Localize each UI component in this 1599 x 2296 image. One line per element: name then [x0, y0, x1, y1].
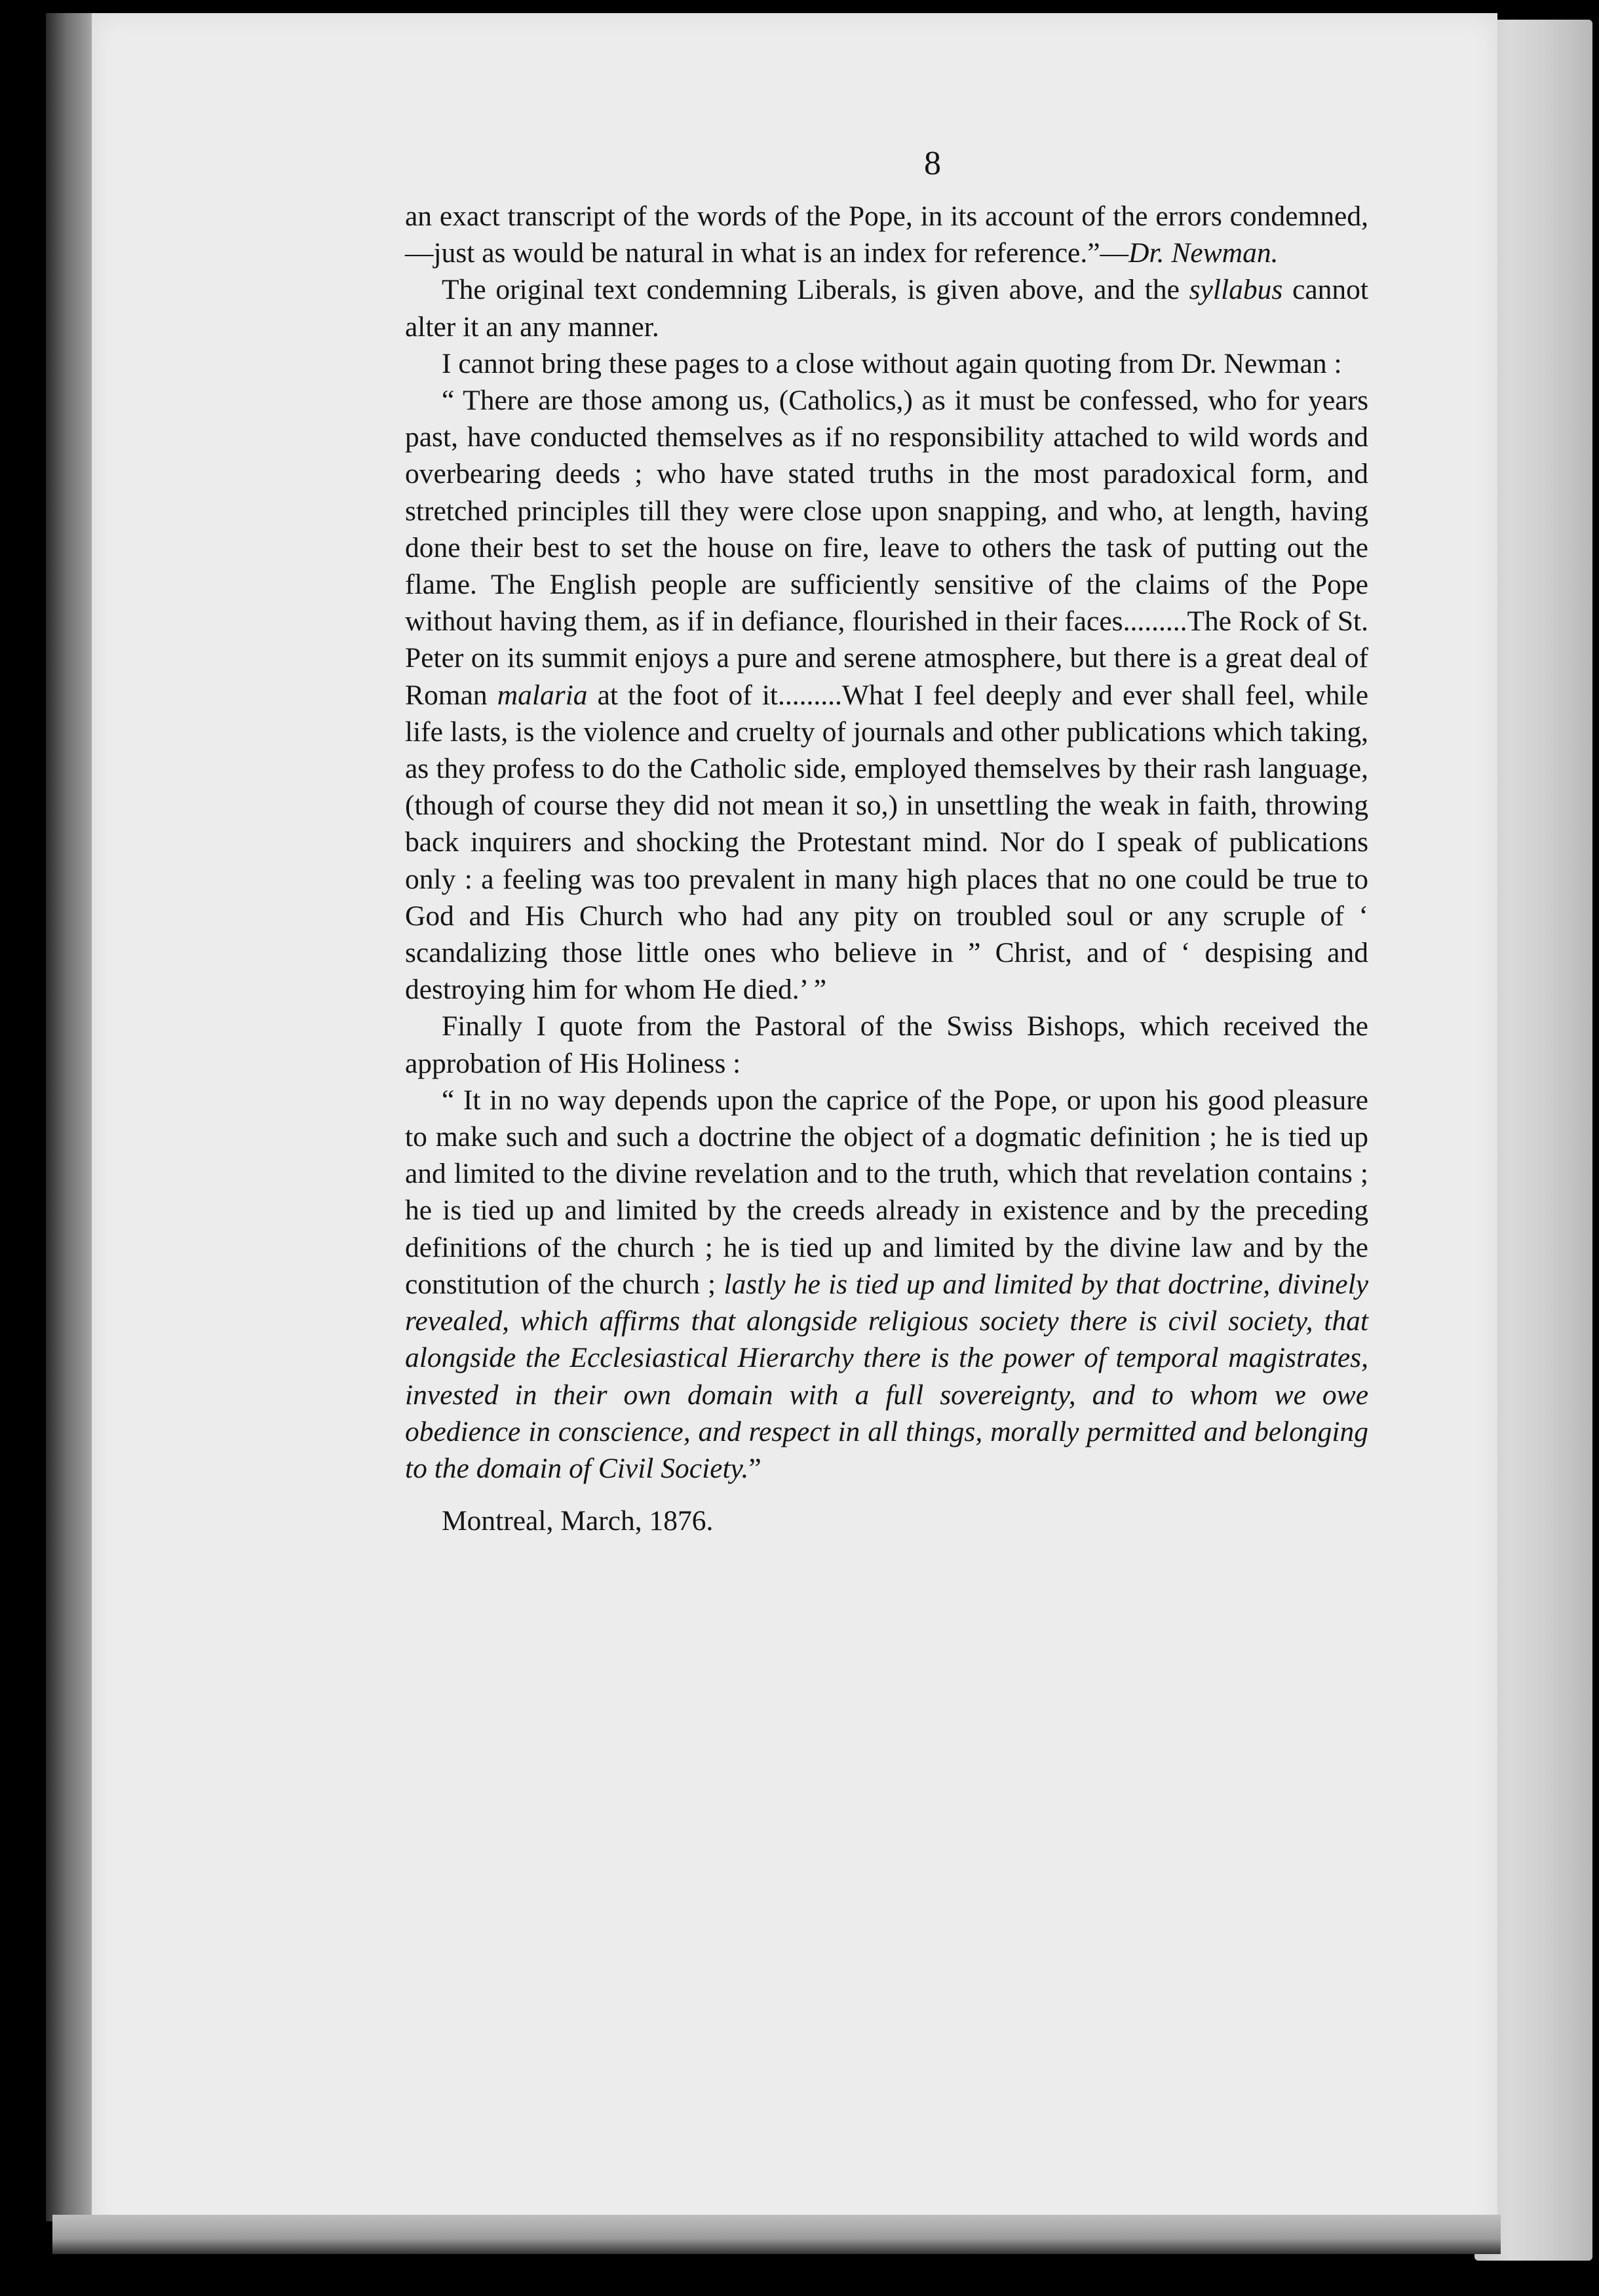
text-run: ” — [748, 1452, 761, 1484]
italic-text-run: malaria — [497, 679, 588, 711]
quote-newman — [405, 382, 1368, 1008]
paragraph-swiss-bishops-intro — [405, 1008, 1368, 1081]
dateline: Montreal, March, 1876. — [442, 1505, 714, 1537]
page-number: 8 — [924, 145, 941, 182]
italic-text-run: Dr. Newman. — [1128, 237, 1279, 269]
text-run: I cannot bring these pages to a close without again quoting from Dr. Newman : — [442, 347, 1342, 379]
text-run: at the foot of it.........What I feel deeply and ever shall feel, while life lasts, is the violence and cruelty of journals and other publications which taking, as they profess to do the Catholic side, employed themselves by their rash language, (though of course they did not mean it so,) in unsettling the weak in faith, throwing back inquirers and shocking the Protestant mind. Nor do I speak of publications only : a feeling was too prevalent in many high places that no one could be true to God and His Church who had any pity on troubled soul or any scruple of ‘ scandalizing those little ones who believe in ” Christ, and of ‘ despising and destroying him for whom He died.’ ” — [405, 679, 1368, 1006]
text-run: Finally I quote from the Pastoral of the Swiss Bishops, which received the approbation of His Holiness : — [405, 1010, 1368, 1079]
quote-swiss-bishops — [405, 1082, 1368, 1487]
italic-text-run: lastly he is tied up and limited by that doctrine, divinely revealed, which affirms that alongside religious society there is civil society, that alongside the Ecclesiastical Hierarchy there is the power of temporal magistrates, invested in their own domain with a full sovereignty, and to whom we owe obedience in conscience, and respect in all things, morally permitted and belonging to the domain of Civil Society. — [405, 1268, 1369, 1484]
page-content — [405, 144, 1368, 1539]
text-run: cannot alter it an any manner. — [405, 274, 1368, 343]
text-run: “ It in no way depends upon the caprice of the Pope, or upon his good pleasure to make such and such a doctrine the object of a dogmatic definition ; he is tied up and limited to the divine revelation and to the truth, which that revelation contains ; he is tied up and limited by the creeds already in existence and by the preceding definitions of the church ; he is tied up and limited by the divine law and by the constitution of the church ; — [405, 1084, 1368, 1300]
italic-text-run: syllabus — [1189, 274, 1283, 306]
paragraph-closing-intro — [405, 345, 1368, 382]
text-run: The original text condemning Liberals, is given above, and the — [442, 274, 1189, 306]
text-run: an exact transcript of the words of the Pope, in its account of the errors condemned,—just as would be natural in what is an index for reference.”— — [405, 201, 1368, 269]
page-bottom-edge — [52, 2215, 1501, 2254]
paragraph-newman-citation — [405, 198, 1368, 271]
paragraph-original-text — [405, 271, 1368, 345]
text-run: “ There are those among us, (Catholics,) as it must be confessed, who for years past, have conducted themselves as if no responsibility attached to wild words and overbearing deeds ; who have stated truths in the most paradoxical form, and stretched principles till they were close upon snapping, and who, at length, having done their best to set the house on fire, leave to others the task of putting out the flame. The English people are sufficiently sensitive of the claims of the Pope without having them, as if in defiance, flourished in their faces.........The Rock of St. Peter on its summit enjoys a pure and serene atmosphere, but there is a great deal of Roman — [405, 385, 1368, 711]
